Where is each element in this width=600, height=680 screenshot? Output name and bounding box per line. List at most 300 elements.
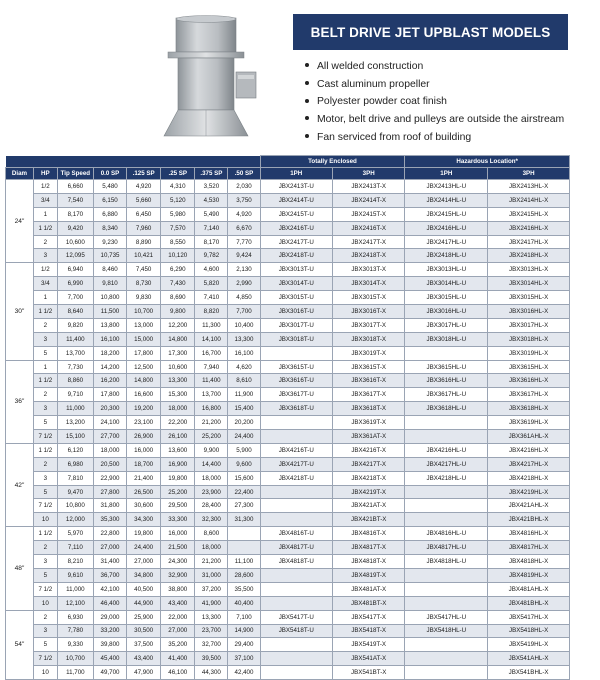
table-cell: 21,200 (195, 555, 228, 569)
table-cell: 46,400 (93, 596, 126, 610)
table-cell: 7,700 (228, 305, 260, 319)
table-cell: 12,100 (57, 596, 93, 610)
table-cell: JBX4217HL-U (405, 457, 488, 471)
table-cell: 6,670 (228, 221, 260, 235)
table-cell: 18,000 (195, 471, 228, 485)
table-cell: JBX3018T-X (332, 332, 404, 346)
table-cell: JBX4218HL-X (488, 471, 570, 485)
table-cell: 29,000 (93, 610, 126, 624)
table-cell: JBX4816HL-U (405, 527, 488, 541)
table-cell: JBX2415T-U (260, 207, 332, 221)
table-cell: JBX3618HL-U (405, 402, 488, 416)
table-cell: 41,400 (161, 652, 195, 666)
column-header: .125 SP (127, 168, 161, 180)
table-cell: 3 (33, 249, 57, 263)
bullet-icon (305, 134, 309, 138)
table-cell (260, 513, 332, 527)
table-row (6, 374, 570, 388)
table-cell: JBX3615HL-U (405, 360, 488, 374)
table-row (6, 513, 570, 527)
table-cell: JBX4216HL-X (488, 443, 570, 457)
table-cell: 30,600 (127, 499, 161, 513)
table-row (6, 652, 570, 666)
table-row (6, 541, 570, 555)
table-cell: JBX3019T-X (332, 346, 404, 360)
table-cell: 1/2 (33, 180, 57, 194)
table-cell: 8,550 (161, 235, 195, 249)
feature-item: Motor, belt drive and pulleys are outside the airstream (305, 111, 595, 129)
table-cell: JBX2416HL-U (405, 221, 488, 235)
table-cell: 42,100 (93, 582, 126, 596)
table-cell: JBX3013T-X (332, 263, 404, 277)
table-cell: JBX4216T-X (332, 443, 404, 457)
table-cell: JBX5418HL-X (488, 624, 570, 638)
table-cell: JBX3013HL-U (405, 263, 488, 277)
column-header: 0.0 SP (93, 168, 126, 180)
table-cell: 7,780 (57, 624, 93, 638)
table-cell: 4,920 (228, 207, 260, 221)
table-cell: 15,000 (127, 332, 161, 346)
bullet-icon (305, 99, 309, 103)
table-cell: 42,400 (228, 666, 260, 680)
table-cell: 1 1/2 (33, 527, 57, 541)
table-row (6, 360, 570, 374)
feature-item: Cast aluminum propeller (305, 76, 595, 94)
table-cell: JBX4218HL-U (405, 471, 488, 485)
table-cell: 6,120 (57, 443, 93, 457)
column-header: Tip Speed (57, 168, 93, 180)
table-cell (405, 652, 488, 666)
table-cell: 8,170 (57, 207, 93, 221)
table-cell: 16,200 (93, 374, 126, 388)
table-cell: 15,300 (161, 388, 195, 402)
column-header: .25 SP (161, 168, 195, 180)
table-cell: 15,600 (228, 471, 260, 485)
table-cell: JBX4816HL-X (488, 527, 570, 541)
table-cell: 22,900 (93, 471, 126, 485)
table-cell: 9,330 (57, 638, 93, 652)
table-cell (260, 346, 332, 360)
table-cell: 6,150 (93, 193, 126, 207)
table-cell: 1 (33, 360, 57, 374)
table-cell: 35,300 (93, 513, 126, 527)
table-cell: JBX2413HL-X (488, 180, 570, 194)
table-cell: JBX361AT-X (332, 430, 404, 444)
table-cell: JBX2413T-X (332, 180, 404, 194)
table-cell: 43,400 (161, 596, 195, 610)
table-cell: 10,120 (161, 249, 195, 263)
column-header: 3PH (488, 168, 570, 180)
table-cell: 16,100 (228, 346, 260, 360)
table-cell: 21,200 (195, 416, 228, 430)
table-cell: 25,200 (195, 430, 228, 444)
table-row (6, 471, 570, 485)
table-cell: 10 (33, 513, 57, 527)
table-cell: 17,800 (127, 346, 161, 360)
table-row (6, 638, 570, 652)
table-cell: 3,750 (228, 193, 260, 207)
table-cell: 5 (33, 346, 57, 360)
table-cell: JBX3015HL-X (488, 291, 570, 305)
table-row (6, 485, 570, 499)
table-cell: 26,500 (127, 485, 161, 499)
table-cell: 7,700 (57, 291, 93, 305)
table-row (6, 388, 570, 402)
table-cell: 9,830 (127, 291, 161, 305)
table-cell: 39,500 (195, 652, 228, 666)
table-cell: 1 1/2 (33, 443, 57, 457)
table-cell: 40,400 (228, 596, 260, 610)
table-cell: 10,421 (127, 249, 161, 263)
table-cell: JBX481BHL-X (488, 596, 570, 610)
table-cell: 18,700 (127, 457, 161, 471)
table-cell: 9,710 (57, 388, 93, 402)
table-row (6, 180, 570, 194)
table-cell: 7 1/2 (33, 430, 57, 444)
table-cell: JBX3014HL-X (488, 277, 570, 291)
table-cell: JBX2414T-X (332, 193, 404, 207)
column-header: HP (33, 168, 57, 180)
table-cell: 24,100 (93, 416, 126, 430)
table-cell: 7,450 (127, 263, 161, 277)
table-cell: JBX2416HL-X (488, 221, 570, 235)
table-cell: 11,500 (93, 305, 126, 319)
table-cell: 27,800 (93, 485, 126, 499)
table-cell: 1 (33, 291, 57, 305)
table-cell: JBX2417T-U (260, 235, 332, 249)
table-cell: 11,100 (228, 555, 260, 569)
table-cell: 4,310 (161, 180, 195, 194)
table-cell: 35,200 (161, 638, 195, 652)
table-cell: 31,300 (228, 513, 260, 527)
table-cell: 22,200 (161, 416, 195, 430)
table-cell: 24,400 (127, 541, 161, 555)
spec-table (5, 155, 570, 680)
table-cell: 14,100 (195, 332, 228, 346)
table-cell: JBX4818T-X (332, 555, 404, 569)
table-cell: 10,700 (127, 305, 161, 319)
table-cell (405, 485, 488, 499)
table-cell: JBX3615T-X (332, 360, 404, 374)
table-cell: JBX2417T-X (332, 235, 404, 249)
table-cell: 16,600 (127, 388, 161, 402)
totally-enclosed-header: Totally Enclosed (260, 156, 405, 168)
table-cell: 27,000 (127, 555, 161, 569)
table-row (6, 416, 570, 430)
table-cell: 23,900 (195, 485, 228, 499)
table-cell: 4,530 (195, 193, 228, 207)
table-cell: 13,300 (161, 374, 195, 388)
table-cell: 10,800 (93, 291, 126, 305)
table-cell: JBX3013HL-X (488, 263, 570, 277)
table-cell: JBX3617T-U (260, 388, 332, 402)
table-cell: 10,800 (57, 499, 93, 513)
table-cell: 26,100 (161, 430, 195, 444)
table-cell: 8,640 (57, 305, 93, 319)
table-cell: 11,900 (228, 388, 260, 402)
column-header: 1PH (405, 168, 488, 180)
table-cell: 10,600 (57, 235, 93, 249)
table-cell: 13,300 (228, 332, 260, 346)
table-cell (405, 430, 488, 444)
table-cell: JBX3016T-X (332, 305, 404, 319)
table-cell: JBX3016HL-U (405, 305, 488, 319)
table-cell: 2 (33, 388, 57, 402)
table-cell: 9,800 (161, 305, 195, 319)
table-cell: JBX541BHL-X (488, 666, 570, 680)
table-cell: 9,900 (195, 443, 228, 457)
table-cell: JBX361AHL-X (488, 430, 570, 444)
table-cell: 13,800 (93, 318, 126, 332)
table-cell: 9,820 (57, 318, 93, 332)
table-row (6, 318, 570, 332)
table-cell: 24,300 (161, 555, 195, 569)
table-cell: 28,600 (228, 568, 260, 582)
table-cell: 5,490 (195, 207, 228, 221)
table-cell: 31,000 (195, 568, 228, 582)
table-cell: 19,200 (127, 402, 161, 416)
diameter-cell: 36" (6, 360, 34, 443)
table-cell: 6,880 (93, 207, 126, 221)
table-cell: 14,400 (195, 457, 228, 471)
table-cell: 7,540 (57, 193, 93, 207)
table-cell: 32,300 (195, 513, 228, 527)
bullet-icon (305, 116, 309, 120)
table-cell: 13,000 (127, 318, 161, 332)
table-cell: 7,430 (161, 277, 195, 291)
table-cell: JBX2418HL-X (488, 249, 570, 263)
table-cell: 5,980 (161, 207, 195, 221)
table-cell: 2 (33, 318, 57, 332)
table-cell: 14,200 (93, 360, 126, 374)
banner-title: BELT DRIVE JET UPBLAST MODELS (310, 24, 551, 40)
table-cell: JBX4817HL-X (488, 541, 570, 555)
table-cell: 7,730 (57, 360, 93, 374)
table-cell (405, 638, 488, 652)
table-cell: 15,100 (57, 430, 93, 444)
table-cell: 3 (33, 471, 57, 485)
column-header: .50 SP (228, 168, 260, 180)
table-cell: 8,890 (127, 235, 161, 249)
table-cell: 20,200 (228, 416, 260, 430)
table-cell: 2,030 (228, 180, 260, 194)
table-cell: 13,300 (195, 610, 228, 624)
table-row (6, 666, 570, 680)
table-cell: 5 (33, 485, 57, 499)
table-cell: 25,900 (127, 610, 161, 624)
table-cell: JBX3619HL-X (488, 416, 570, 430)
table-cell: 7,810 (57, 471, 93, 485)
table-cell: 4,920 (127, 180, 161, 194)
table-cell: JBX3016HL-X (488, 305, 570, 319)
table-cell: JBX2415HL-U (405, 207, 488, 221)
table-cell: 34,300 (127, 513, 161, 527)
table-cell: JBX4819HL-X (488, 568, 570, 582)
table-cell: JBX4216T-U (260, 443, 332, 457)
table-cell: 27,700 (93, 430, 126, 444)
table-cell (260, 485, 332, 499)
table-cell: 7,940 (195, 360, 228, 374)
table-cell: 8,600 (195, 527, 228, 541)
table-cell (260, 568, 332, 582)
table-cell: JBX541BT-X (332, 666, 404, 680)
table-cell: 10,600 (161, 360, 195, 374)
table-cell: 27,300 (228, 499, 260, 513)
table-cell: 3/4 (33, 193, 57, 207)
table-cell: JBX3617T-X (332, 388, 404, 402)
table-cell: 4,850 (228, 291, 260, 305)
table-cell: JBX481AHL-X (488, 582, 570, 596)
diameter-cell: 30" (6, 263, 34, 360)
table-cell: 36,700 (93, 568, 126, 582)
table-cell: 17,300 (161, 346, 195, 360)
table-cell: JBX5418HL-U (405, 624, 488, 638)
table-cell: 1/2 (33, 263, 57, 277)
table-cell (405, 666, 488, 680)
table-cell: JBX2417HL-X (488, 235, 570, 249)
table-cell: JBX541AT-X (332, 652, 404, 666)
table-cell: 9,470 (57, 485, 93, 499)
table-cell: 13,700 (57, 346, 93, 360)
table-cell: 13,700 (195, 388, 228, 402)
table-cell: 2 (33, 457, 57, 471)
table-cell (260, 596, 332, 610)
fan-product-image (150, 14, 262, 138)
table-cell: 18,000 (161, 402, 195, 416)
table-cell: 25,200 (161, 485, 195, 499)
feature-list (305, 58, 595, 147)
table-cell: JBX5417T-U (260, 610, 332, 624)
table-cell: JBX4217HL-X (488, 457, 570, 471)
table-cell: JBX3617HL-X (488, 388, 570, 402)
table-cell: 21,500 (161, 541, 195, 555)
table-cell: 1 (33, 207, 57, 221)
table-cell: 10 (33, 666, 57, 680)
table-cell: 1 1/2 (33, 221, 57, 235)
table-cell: 7,570 (161, 221, 195, 235)
table-cell: 5 (33, 638, 57, 652)
table-cell: JBX2416T-X (332, 221, 404, 235)
table-cell: 2 (33, 541, 57, 555)
table-cell: JBX4817T-X (332, 541, 404, 555)
table-row (6, 402, 570, 416)
table-cell: 7,110 (57, 541, 93, 555)
table-cell: JBX4819T-X (332, 568, 404, 582)
table-cell: 4,620 (228, 360, 260, 374)
table-cell: 9,230 (93, 235, 126, 249)
table-row (6, 568, 570, 582)
table-cell: 6,930 (57, 610, 93, 624)
table-cell: 37,500 (127, 638, 161, 652)
table-cell: 5,660 (127, 193, 161, 207)
table-cell: 9,610 (57, 568, 93, 582)
table-cell: JBX4818HL-X (488, 555, 570, 569)
table-cell (260, 430, 332, 444)
column-header: Diam (6, 168, 34, 180)
table-row (6, 193, 570, 207)
group-header-row (6, 156, 570, 168)
table-row (6, 332, 570, 346)
table-cell: JBX2413HL-U (405, 180, 488, 194)
table-row (6, 443, 570, 457)
table-cell: JBX2414HL-U (405, 193, 488, 207)
table-cell: JBX3015HL-U (405, 291, 488, 305)
table-cell: 31,800 (93, 499, 126, 513)
hazardous-header: Hazardous Location* (405, 156, 570, 168)
table-cell: 5,480 (93, 180, 126, 194)
table-cell: JBX3616HL-U (405, 374, 488, 388)
table-cell: JBX4216HL-U (405, 443, 488, 457)
table-cell: JBX3018HL-U (405, 332, 488, 346)
table-cell: 12,000 (57, 513, 93, 527)
table-cell: JBX481BT-X (332, 596, 404, 610)
table-cell: 6,290 (161, 263, 195, 277)
table-cell: JBX481AT-X (332, 582, 404, 596)
table-cell: JBX2414HL-X (488, 193, 570, 207)
table-cell: JBX3014HL-U (405, 277, 488, 291)
table-cell: 9,810 (93, 277, 126, 291)
table-cell (405, 568, 488, 582)
table-cell: JBX3017T-X (332, 318, 404, 332)
diameter-cell: 48" (6, 527, 34, 610)
table-row (6, 527, 570, 541)
table-row (6, 305, 570, 319)
table-cell: 45,400 (93, 652, 126, 666)
table-cell: 19,800 (127, 527, 161, 541)
table-cell: 37,200 (195, 582, 228, 596)
table-cell (405, 416, 488, 430)
table-cell: 11,700 (57, 666, 93, 680)
table-cell: JBX3015T-X (332, 291, 404, 305)
table-cell: JBX3014T-U (260, 277, 332, 291)
table-cell: 16,800 (195, 402, 228, 416)
column-header: .375 SP (195, 168, 228, 180)
table-row (6, 263, 570, 277)
table-cell: JBX4816T-U (260, 527, 332, 541)
table-cell: 16,000 (161, 527, 195, 541)
table-cell: 2,130 (228, 263, 260, 277)
table-cell: JBX3615T-U (260, 360, 332, 374)
table-cell: 9,600 (228, 457, 260, 471)
table-cell: 41,900 (195, 596, 228, 610)
table-cell: JBX4817HL-U (405, 541, 488, 555)
table-cell: JBX3013T-U (260, 263, 332, 277)
table-cell (260, 652, 332, 666)
table-cell: 11,400 (195, 374, 228, 388)
table-cell: 26,900 (127, 430, 161, 444)
bullet-icon (305, 63, 309, 67)
table-cell: 22,400 (228, 485, 260, 499)
table-cell: JBX5419HL-X (488, 638, 570, 652)
table-row (6, 291, 570, 305)
column-header-row (6, 168, 570, 180)
table-cell: 7,960 (127, 221, 161, 235)
table-cell: 7,410 (195, 291, 228, 305)
table-cell: JBX3017HL-X (488, 318, 570, 332)
table-cell: JBX4818HL-U (405, 555, 488, 569)
table-cell: JBX4817T-U (260, 541, 332, 555)
table-cell: 16,700 (195, 346, 228, 360)
table-cell: 33,300 (161, 513, 195, 527)
table-cell: JBX5419T-X (332, 638, 404, 652)
table-cell: 8,820 (195, 305, 228, 319)
table-cell: 5,820 (195, 277, 228, 291)
table-row (6, 346, 570, 360)
table-cell (260, 582, 332, 596)
diameter-cell: 54" (6, 610, 34, 679)
table-cell: 44,900 (127, 596, 161, 610)
table-cell: 5,970 (57, 527, 93, 541)
